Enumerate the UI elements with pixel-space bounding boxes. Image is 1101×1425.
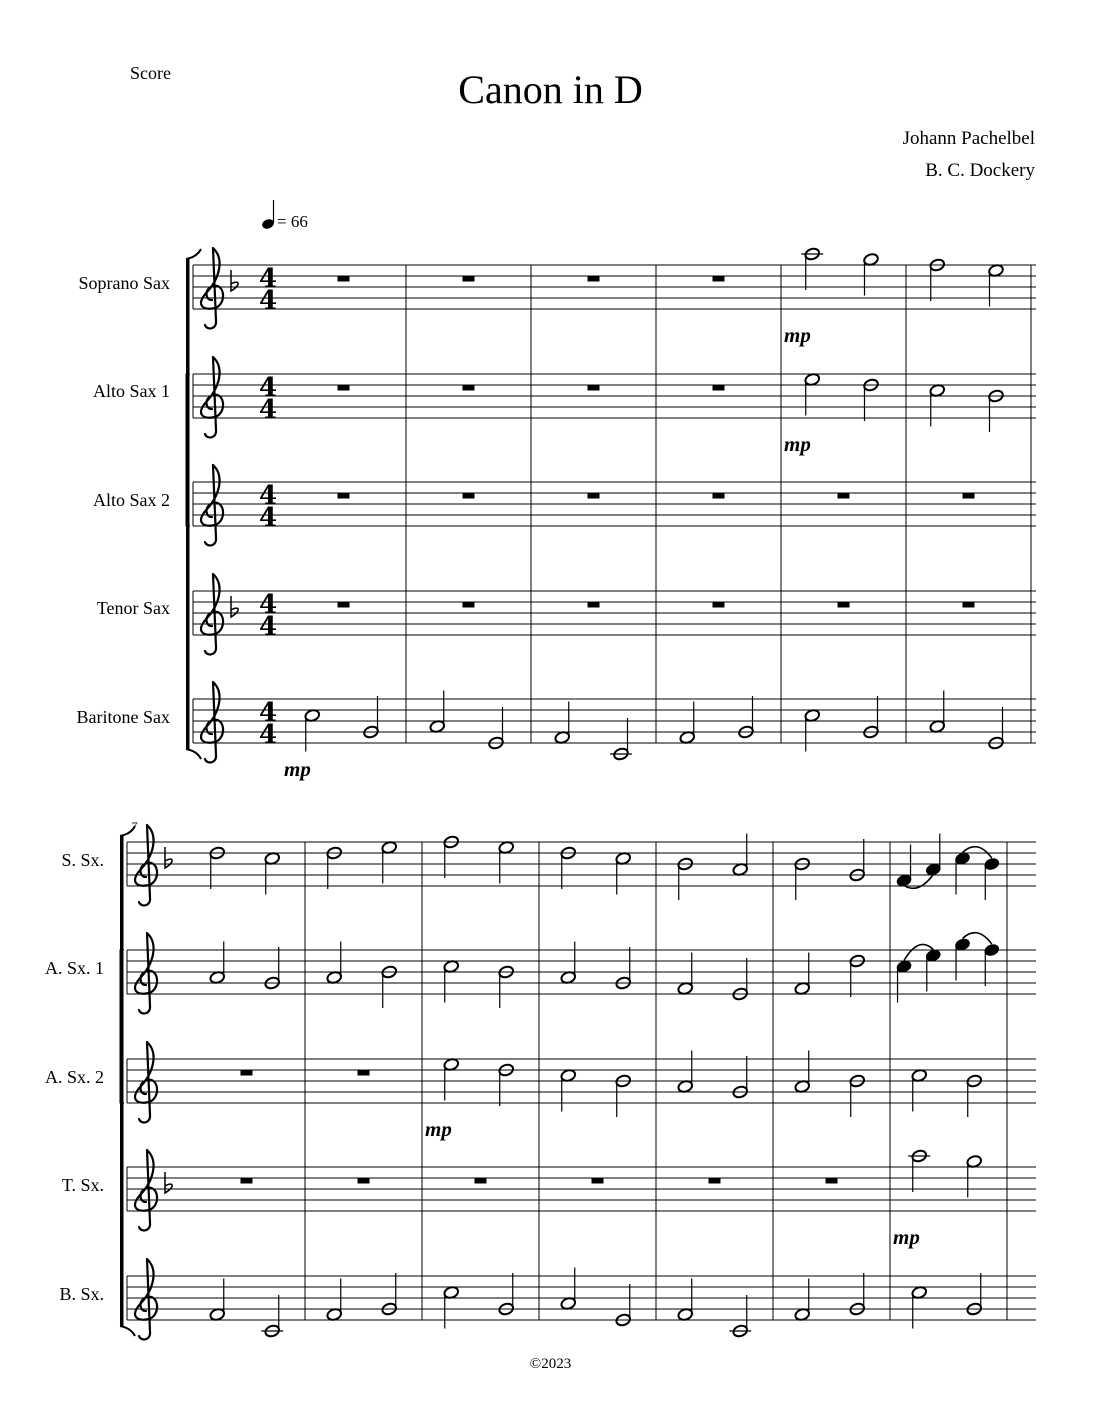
system-1-staff-0-measure-5-half-note (794, 857, 811, 900)
measure-number: 7 (131, 819, 137, 833)
system-0-staff-3-time-signature-bottom: 4 (258, 612, 278, 642)
system-0-staff-0-measure-4-half-note-head (863, 252, 880, 266)
system-0-staff-2-measure-0-whole-rest (338, 493, 350, 499)
system-1-staff-0-measure-2-half-note (498, 840, 515, 883)
system-1-staff-4-measure-0-half-note (209, 1279, 226, 1322)
system-1-staff-1-measure-3-half-note (560, 942, 577, 985)
system-0-staff-1-measure-0-whole-rest (338, 385, 350, 391)
system-0-staff-4-measure-3-half-note-head (679, 730, 696, 744)
system-0-staff-1-time-signature-top: 4 (258, 373, 278, 403)
system-1-staff-0-measure-3-half-note (615, 851, 632, 894)
system-0-staff-1-measure-1-whole-rest (463, 385, 475, 391)
system-0-staff-0-measure-3-whole-rest (713, 276, 725, 282)
system-0-staff-4-treble-clef-icon (201, 682, 223, 762)
system-1-staff-2-measure-2-half-note-head (443, 1057, 460, 1071)
system-1-staff-2-measure-0-whole-rest (241, 1070, 253, 1076)
system-0-bracket-bottom (186, 749, 201, 759)
system-0-staff-4-dynamic-mp: mp (284, 757, 311, 781)
system-1-staff-1-measure-6-quarter-note (954, 937, 971, 980)
system-1-staff-1-measure-1-half-note (326, 942, 343, 985)
system-1-staff-4-measure-2-half-note-head (443, 1285, 460, 1299)
system-0-staff-3-measure-4-whole-rest (838, 602, 850, 608)
system-0-staff-4-measure-0-half-note (304, 708, 321, 751)
system-1-staff-1-measure-3-half-note-head (560, 970, 577, 984)
system-1-staff-0-measure-6-quarter-note-head (954, 851, 971, 865)
system-1-staff-0-measure-6-quarter-note (925, 834, 942, 877)
system-1-staff-4-measure-2-half-note (443, 1285, 460, 1328)
system-1-staff-0-measure-6-quarter-note (954, 851, 971, 894)
system-0-staff-2-measure-4-whole-rest (838, 493, 850, 499)
system-1-staff-2-measure-3-half-note (615, 1074, 632, 1117)
system-1-staff-0-measure-1-half-note (381, 840, 398, 883)
system-1-staff-3-measure-6-half-note (966, 1154, 983, 1197)
system-0-staff-4-measure-2-half-note (554, 702, 571, 745)
system-1-staff-4-measure-1-half-note (326, 1279, 343, 1322)
system-1-staff-1-measure-1-half-note (381, 965, 398, 1008)
system-1-staff-4-measure-1-half-note-head (326, 1307, 343, 1321)
system-1-staff-2-measure-3-half-note-head (560, 1068, 577, 1082)
system-1-staff-2-measure-6-half-note (911, 1068, 928, 1111)
system-0-staff-0-measure-5-half-note (988, 263, 1005, 306)
system-1-staff-2-measure-2-half-note (443, 1057, 460, 1100)
instrument-short-alto-2: A. Sx. 2 (44, 1067, 104, 1087)
instrument-short-soprano: S. Sx. (61, 850, 104, 870)
composer-credit: Johann Pachelbel (902, 128, 1035, 149)
system-1-staff-1-measure-6-quarter-note (925, 948, 942, 991)
system-1-staff-2-dynamic-mp: mp (425, 1117, 452, 1141)
system-0-staff-0-measure-2-whole-rest (588, 276, 600, 282)
system-1-staff-3-measure-1-whole-rest (358, 1178, 370, 1184)
system-0-staff-4-measure-1-half-note-head (429, 719, 446, 733)
system-1-staff-3-measure-4-whole-rest (709, 1178, 721, 1184)
system-1-staff-4-measure-6-half-note (966, 1273, 983, 1316)
system-1-staff-3-dynamic-mp: mp (893, 1225, 920, 1249)
instrument-name-soprano: Soprano Sax (78, 273, 170, 293)
arranger-credit: B. C. Dockery (925, 160, 1035, 181)
system-1-staff-0-measure-2-half-note-head (498, 840, 515, 854)
system-1-staff-3-measure-0-whole-rest (241, 1178, 253, 1184)
score-label: Score (130, 63, 171, 83)
system-1-staff-0-flat-icon (165, 847, 172, 868)
system-0-staff-3-measure-0-whole-rest (338, 602, 350, 608)
system-0-staff-4-measure-3-half-note (738, 696, 755, 739)
system-1-staff-0-measure-6-quarter-note (896, 845, 913, 888)
instrument-name-alto-1: Alto Sax 1 (92, 381, 170, 401)
system-1-staff-4-treble-clef-icon (135, 1259, 157, 1339)
system-0-staff-4-measure-2-half-note-head (554, 730, 571, 744)
system-1-staff-4-measure-3-half-note (560, 1268, 577, 1311)
system-0-staff-4-measure-4-half-note (804, 708, 821, 751)
system-0-staff-3-flat-icon (231, 596, 238, 617)
system-1-staff-0-measure-5-half-note (849, 839, 866, 882)
system-0-staff-1-measure-5-half-note (988, 389, 1005, 432)
system-1-staff-3-flat-icon (165, 1172, 172, 1193)
system-1-staff-3-measure-2-whole-rest (475, 1178, 487, 1184)
system-1-staff-4-measure-4-half-note (729, 1295, 751, 1338)
system-0-staff-2-measure-2-whole-rest (588, 493, 600, 499)
system-1-staff-1-measure-6-quarter-note-head (896, 959, 913, 973)
system-1-staff-2-measure-3-half-note (560, 1068, 577, 1111)
system-0-staff-4-time-signature-bottom: 4 (258, 720, 278, 750)
system-0-staff-1-measure-5-half-note-head (929, 383, 946, 397)
system-1-staff-1-treble-clef-icon (135, 933, 157, 1013)
system-0-staff-3-treble-clef-icon (201, 574, 223, 654)
instrument-name-baritone: Baritone Sax (76, 707, 170, 727)
system-0-staff-4-measure-0-half-note-head (304, 708, 321, 722)
system-1-staff-0-measure-2-half-note (443, 835, 460, 878)
system-0-staff-3-measure-2-whole-rest (588, 602, 600, 608)
system-1-staff-1-measure-6-quarter-note-head (984, 943, 1001, 957)
system-0-staff-0-measure-1-whole-rest (463, 276, 475, 282)
system-1-staff-2-measure-6-half-note (966, 1074, 983, 1117)
system-1-staff-0-measure-1-half-note (326, 846, 343, 889)
system-0-staff-2-time-signature-bottom: 4 (258, 503, 278, 533)
system-1-staff-1-measure-0-half-note (264, 947, 281, 990)
system-1-staff-2-measure-6-half-note-head (911, 1068, 928, 1082)
system-1-staff-4-measure-0-half-note-head (209, 1307, 226, 1321)
system-0-staff-4-measure-0-half-note (363, 696, 380, 739)
system-0-staff-4-measure-5-half-note (929, 691, 946, 734)
system-0-staff-3-measure-5-whole-rest (963, 602, 975, 608)
system-1-staff-1-measure-0-half-note (209, 942, 226, 985)
system-0-staff-0-measure-4-half-note (863, 252, 880, 295)
system-1-staff-0-measure-4-half-note (677, 857, 694, 900)
system-1-staff-0-treble-clef-icon (135, 825, 157, 905)
system-1-staff-0-measure-3-half-note (560, 846, 577, 889)
system-1-staff-1-measure-2-half-note (498, 965, 515, 1008)
system-0-staff-2-treble-clef-icon (201, 465, 223, 545)
system-1-staff-4-measure-3-half-note-head (560, 1296, 577, 1310)
system-1-staff-0-measure-6-quarter-note-head (925, 862, 942, 876)
system-1-staff-1-measure-0-half-note-head (209, 970, 226, 984)
system-0-staff-4-measure-3-half-note (679, 702, 696, 745)
system-0-bracket-top (186, 249, 201, 259)
system-1-staff-4-measure-3-half-note (615, 1284, 632, 1327)
system-0-staff-0-measure-0-whole-rest (338, 276, 350, 282)
system-1-staff-2-measure-2-half-note (498, 1063, 515, 1106)
system-0-staff-4-measure-5-half-note (988, 707, 1005, 750)
system-1-staff-1-measure-2-half-note (443, 959, 460, 1002)
system-1-staff-4-measure-4-half-note-head (677, 1307, 694, 1321)
system-0-staff-0-measure-4-half-note (801, 247, 823, 290)
system-1-staff-0-measure-6-quarter-note (984, 857, 1001, 900)
system-1-staff-3-measure-5-whole-rest (826, 1178, 838, 1184)
system-1-bracket-bottom (120, 1326, 135, 1336)
system-1-staff-0-measure-0-half-note-head (264, 851, 281, 865)
system-0-staff-2-measure-3-whole-rest (713, 493, 725, 499)
system-1-staff-0-measure-3-half-note-head (615, 851, 632, 865)
system-0-staff-1-measure-3-whole-rest (713, 385, 725, 391)
system-1-staff-2-measure-4-half-note-head (677, 1079, 694, 1093)
system-1-staff-1-measure-3-half-note (615, 947, 632, 990)
system-1-staff-1-measure-4-half-note-head (677, 981, 694, 995)
system-1-staff-0-measure-0-half-note (264, 851, 281, 894)
system-1-staff-2-measure-4-half-note (732, 1056, 749, 1099)
system-1-staff-3-treble-clef-icon (135, 1150, 157, 1230)
system-0-staff-4-measure-5-half-note-head (929, 719, 946, 733)
system-1-staff-1-measure-5-half-note (849, 954, 866, 997)
system-0-staff-0-measure-5-half-note (929, 258, 946, 301)
system-0-staff-1-measure-5-half-note (929, 383, 946, 426)
system-0-staff-1-measure-4-half-note-head (804, 372, 821, 386)
system-0-staff-1-measure-2-whole-rest (588, 385, 600, 391)
system-1-staff-3-measure-6-half-note-head (966, 1154, 983, 1168)
system-1-bracket (120, 836, 124, 1326)
system-1-staff-3-measure-6-half-note (908, 1149, 930, 1192)
system-1-staff-4-measure-5-half-note-head (794, 1307, 811, 1321)
system-0-staff-1-time-signature-bottom: 4 (258, 395, 278, 425)
system-1-staff-0-measure-6-quarter-note-head (984, 857, 1001, 871)
system-0-staff-0-flat-icon (231, 270, 238, 291)
system-1-staff-1-measure-6-quarter-note-head (954, 937, 971, 951)
system-1-staff-1-measure-5-half-note (794, 953, 811, 996)
copyright-notice: ©2023 (529, 1356, 572, 1372)
system-1-staff-2-treble-clef-icon (135, 1042, 157, 1122)
system-0-staff-2-measure-1-whole-rest (463, 493, 475, 499)
system-1-staff-0-measure-4-half-note (732, 834, 749, 877)
system-0-staff-0-treble-clef-icon (201, 248, 223, 328)
tempo-marking: = 66 (277, 212, 308, 231)
system-0-staff-1-treble-clef-icon (201, 357, 223, 437)
system-1-staff-1-measure-5-half-note-head (794, 981, 811, 995)
system-0-staff-4-measure-2-half-note (610, 718, 632, 761)
system-1-staff-1-measure-1-half-note-head (326, 970, 343, 984)
instrument-name-tenor: Tenor Sax (96, 598, 170, 618)
system-0-staff-2-measure-5-whole-rest (963, 493, 975, 499)
instrument-name-alto-2: Alto Sax 2 (92, 490, 170, 510)
system-0-staff-0-dynamic-mp: mp (784, 323, 811, 347)
instrument-short-alto-1: A. Sx. 1 (44, 958, 104, 978)
system-0-staff-4-measure-4-half-note-head (804, 708, 821, 722)
system-0-staff-3-measure-3-whole-rest (713, 602, 725, 608)
system-1-staff-1-measure-4-half-note (677, 953, 694, 996)
system-1-staff-4-measure-6-half-note (911, 1285, 928, 1328)
page-title: Canon in D (458, 67, 643, 112)
system-1-staff-1-measure-6-quarter-note (896, 959, 913, 1002)
system-1-staff-4-measure-5-half-note (794, 1279, 811, 1322)
system-1-staff-0-measure-4-half-note-head (732, 862, 749, 876)
system-1-staff-1-measure-4-half-note (732, 958, 749, 1001)
system-1-staff-2-measure-5-half-note (794, 1051, 811, 1094)
system-0-staff-1-dynamic-mp: mp (784, 432, 811, 456)
system-1-staff-2-measure-1-whole-rest (358, 1070, 370, 1076)
system-0-staff-1-measure-4-half-note (804, 372, 821, 415)
system-1-staff-4-measure-1-half-note (381, 1273, 398, 1316)
system-0-staff-3-measure-1-whole-rest (463, 602, 475, 608)
instrument-short-baritone: B. Sx. (59, 1284, 104, 1304)
system-0-staff-4-measure-1-half-note (429, 691, 446, 734)
instrument-short-tenor: T. Sx. (61, 1175, 104, 1195)
system-0-staff-4-measure-4-half-note (863, 696, 880, 739)
system-0-staff-0-time-signature-top: 4 (258, 264, 278, 294)
system-1-staff-0-measure-0-half-note (209, 846, 226, 889)
system-1-staff-1-measure-6-quarter-note-head (925, 948, 942, 962)
system-1-staff-0-measure-1-half-note-head (381, 840, 398, 854)
system-0-staff-2-time-signature-top: 4 (258, 481, 278, 511)
system-1-staff-1-measure-2-half-note-head (443, 959, 460, 973)
system-1-staff-4-measure-6-half-note-head (911, 1285, 928, 1299)
system-0-staff-4-measure-1-half-note (488, 707, 505, 750)
system-1-staff-3-measure-3-whole-rest (592, 1178, 604, 1184)
system-0-staff-0-measure-5-half-note-head (988, 263, 1005, 277)
system-1-staff-4-measure-2-half-note (498, 1273, 515, 1316)
system-1-staff-4-measure-0-half-note (261, 1295, 283, 1338)
system-0-staff-1-measure-4-half-note (863, 378, 880, 421)
system-0-bracket (186, 259, 190, 749)
system-1-staff-1-measure-6-quarter-note (984, 943, 1001, 986)
system-1-staff-2-measure-4-half-note (677, 1051, 694, 1094)
system-0-staff-0-time-signature-bottom: 4 (258, 286, 278, 316)
system-1-staff-4-measure-4-half-note (677, 1279, 694, 1322)
system-0-staff-3-time-signature-top: 4 (258, 590, 278, 620)
system-0-staff-4-time-signature-top: 4 (258, 698, 278, 728)
system-1-staff-2-measure-5-half-note (849, 1074, 866, 1117)
system-1-staff-2-measure-5-half-note-head (794, 1079, 811, 1093)
system-1-staff-4-measure-5-half-note (849, 1273, 866, 1316)
system-1-staff-0-measure-6-quarter-note-head (896, 873, 913, 887)
